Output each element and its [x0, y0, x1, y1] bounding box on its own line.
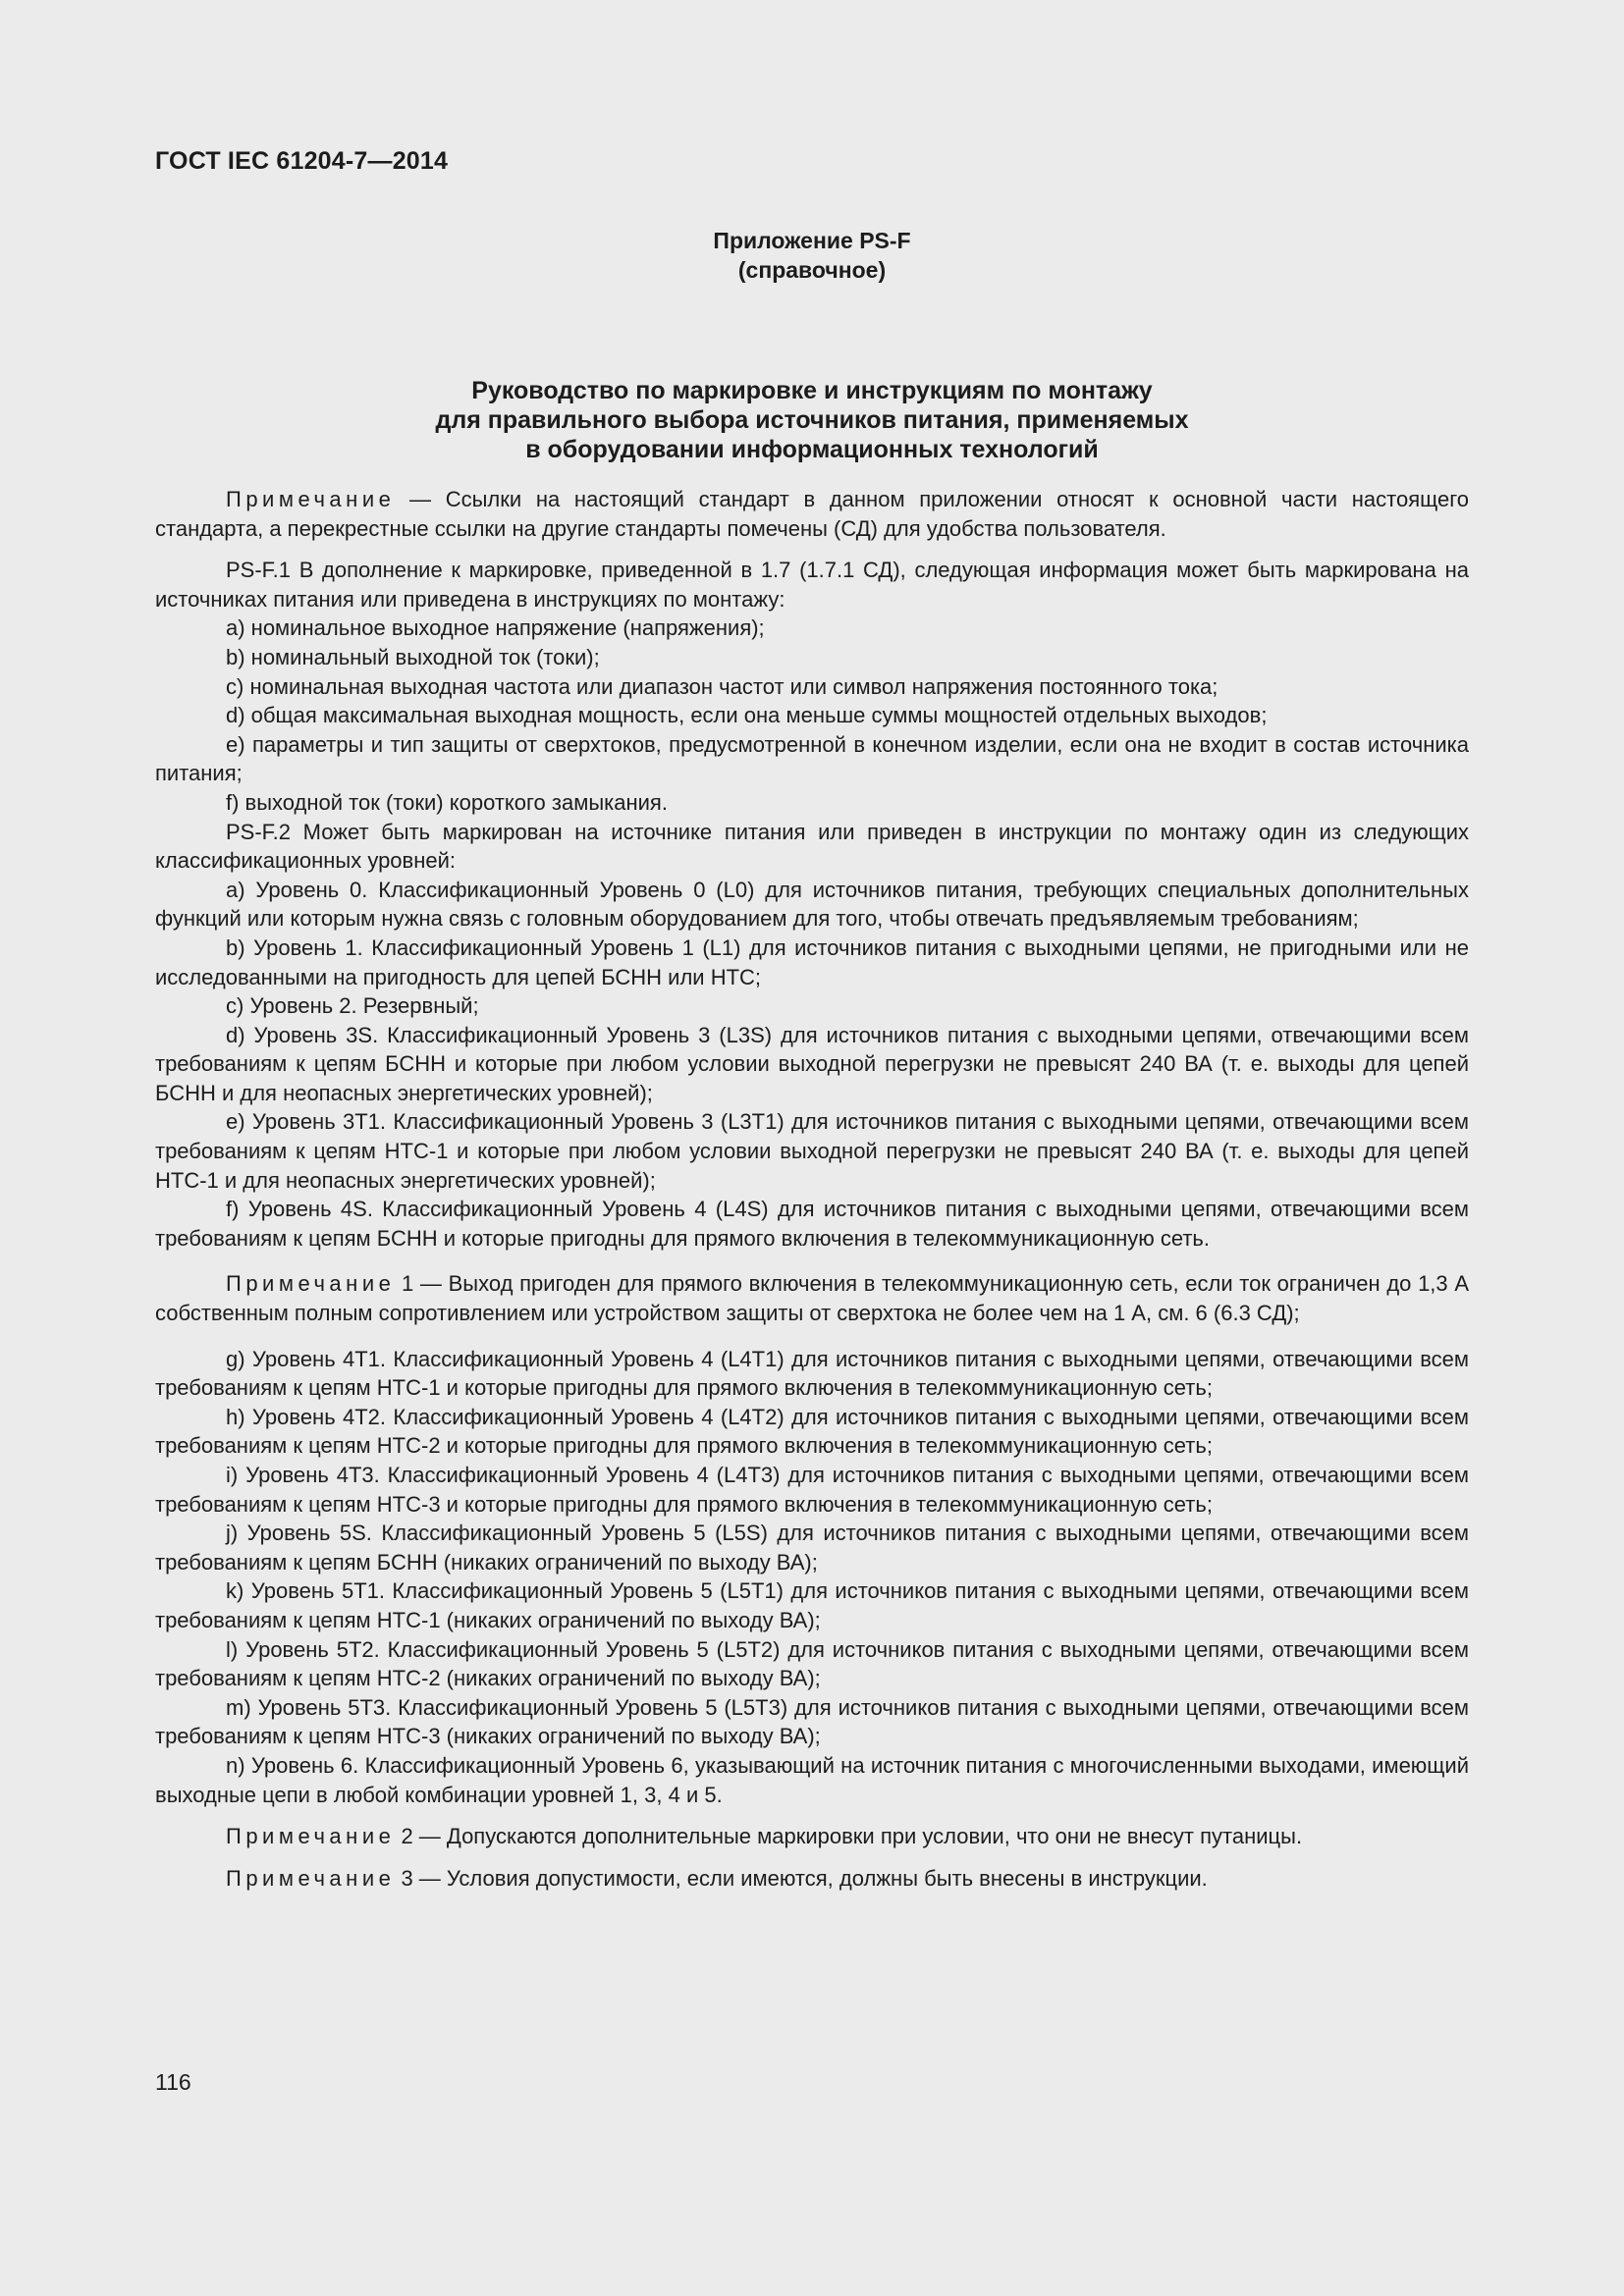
list-item: f) выходной ток (токи) короткого замыкания.	[226, 789, 668, 815]
note-2	[155, 1822, 1469, 1851]
list-item: h) Уровень 4T2. Классификационный Уровень 4 (L4T2) для источников питания с выходными цепями, отвечающими всем требованиям к цепям НТС-2 и которые пригодны для прямого включения в телекоммуникационную сеть;	[155, 1404, 1469, 1459]
note-text: 1 — Выход пригоден для прямого включения в телекоммуникационную сеть, если ток ограничен до 1,3 А собственным полным сопротивлением или устройством защиты от сверхтока не более чем на 1 А, см. 6 (6.3 СД);	[155, 1271, 1469, 1326]
clause-ps-f1: PS-F.1 В дополнение к маркировке, приведенной в 1.7 (1.7.1 СД), следующая информация может быть маркирована на источниках питания или приведена в инструкциях по монтажу:	[155, 558, 1469, 612]
list-item: m) Уровень 5T3. Классификационный Уровень 5 (L5T3) для источников питания с выходными цепями, отвечающими всем требованиям к цепям НТС-3 (никаких ограничений по выходу ВА);	[155, 1694, 1469, 1749]
list-item: l) Уровень 5T2. Классификационный Уровень 5 (L5T2) для источников питания с выходными цепями, отвечающими всем требованиям к цепям НТС-2 (никаких ограничений по выходу ВА);	[155, 1636, 1469, 1691]
note-label: Примечание	[226, 487, 396, 511]
list-item: a) номинальное выходное напряжение (напряжения);	[226, 615, 765, 641]
list-item: f) Уровень 4S. Классификационный Уровень 4 (L4S) для источников питания с выходными цепями, отвечающими всем требованиям к цепям БСНН и которые пригодны для прямого включения в телекоммуникационную сеть.	[155, 1197, 1469, 1251]
note-text: — Ссылки на настоящий стандарт в данном приложении относят к основной части настоящего стандарта, а перекрестные ссылки на другие стандарты помечены (СД) для удобства пользователя.	[155, 487, 1469, 541]
document-body	[155, 485, 1469, 1893]
page-number: 116	[155, 2069, 191, 2095]
list-item: g) Уровень 4T1. Классификационный Уровень 4 (L4T1) для источников питания с выходными цепями, отвечающими всем требованиям к цепям НТС-1 и которые пригодны для прямого включения в телекоммуникационную сеть;	[155, 1346, 1469, 1401]
list-item: c) Уровень 2. Резервный;	[226, 993, 479, 1019]
note-3	[155, 1864, 1469, 1894]
note-intro	[155, 485, 1469, 543]
list-item: e) параметры и тип защиты от сверхтоков, предусмотренной в конечном изделии, если она не входит в состав источника питания;	[155, 731, 1469, 786]
list-item: c) номинальная выходная частота или диапазон частот или символ напряжения постоянного тока;	[226, 673, 1218, 699]
note-text: 2 — Допускаются дополнительные маркировки при условии, что они не внесут путаницы.	[395, 1824, 1303, 1849]
list-item: j) Уровень 5S. Классификационный Уровень 5 (L5S) для источников питания с выходными цепями, отвечающими всем требованиям к цепям БСНН (никаких ограничений по выходу ВА);	[155, 1521, 1469, 1575]
list-item: b) Уровень 1. Классификационный Уровень 1 (L1) для источников питания с выходными цепями, не пригодными или не исследованными на пригодность для цепей БСНН или НТС;	[155, 934, 1469, 989]
list-item: b) номинальный выходной ток (токи);	[226, 644, 600, 669]
list-item: k) Уровень 5T1. Классификационный Уровень 5 (L5T1) для источников питания с выходными цепями, отвечающими всем требованиям к цепям НТС-1 (никаких ограничений по выходу ВА);	[155, 1578, 1469, 1632]
appendix-type: (справочное)	[737, 257, 887, 283]
list-item: e) Уровень 3T1. Классификационный Уровень 3 (L3T1) для источников питания с выходными цепями, отвечающими всем требованиям к цепям НТС-1 и которые при любом условии выходной перегрузки не превысят 240 ВА (т. е. выходы для цепей НТС-1 и для неопасных энергетических уровней);	[155, 1109, 1469, 1193]
list-item: i) Уровень 4T3. Классификационный Уровень 4 (L4T3) для источников питания с выходными цепями, отвечающими всем требованиям к цепям НТС-3 и которые пригодны для прямого включения в телекоммуникационную сеть;	[155, 1463, 1469, 1517]
note-label: Примечание	[226, 1824, 396, 1849]
note-text: 3 — Условия допустимости, если имеются, должны быть внесены в инструкции.	[395, 1865, 1208, 1891]
list-item: n) Уровень 6. Классификационный Уровень 6, указывающий на источник питания с многочисленными выходами, имеющий выходные цепи в любой комбинации уровней 1, 3, 4 и 5.	[155, 1752, 1469, 1807]
note-label: Примечание	[226, 1865, 396, 1891]
title-line: Руководство по маркировке и инструкциям по монтажу	[471, 377, 1153, 404]
appendix-label: Приложение PS-F	[713, 228, 911, 253]
note-1	[155, 1269, 1469, 1327]
list-item: a) Уровень 0. Классификационный Уровень 0 (L0) для источников питания, требующих специальных дополнительных функций или которым нужна связь с головным оборудованием для того, чтобы отвечать предъявляемым требованиям;	[155, 877, 1469, 932]
clause-ps-f2: PS-F.2 Может быть маркирован на источнике питания или приведен в инструкции по монтажу один из следующих классификационных уровней:	[155, 819, 1469, 874]
document-id: ГОСТ IEC 61204-7—2014	[155, 147, 449, 175]
list-item: d) общая максимальная выходная мощность, если она меньше суммы мощностей отдельных выходов;	[226, 703, 1268, 728]
title-line: в оборудовании информационных технологий	[525, 436, 1099, 463]
title-line: для правильного выбора источников питания, применяемых	[435, 406, 1189, 434]
section-title	[0, 376, 1624, 464]
note-label: Примечание	[226, 1271, 396, 1297]
appendix-heading	[0, 226, 1624, 285]
list-item: d) Уровень 3S. Классификационный Уровень 3 (L3S) для источников питания с выходными цепями, отвечающими всем требованиям к цепям БСНН и которые при любом условии выходной перегрузки не превысят 240 ВА (т. е. выходы для цепей БСНН и для неопасных энергетических уровней);	[155, 1022, 1469, 1105]
